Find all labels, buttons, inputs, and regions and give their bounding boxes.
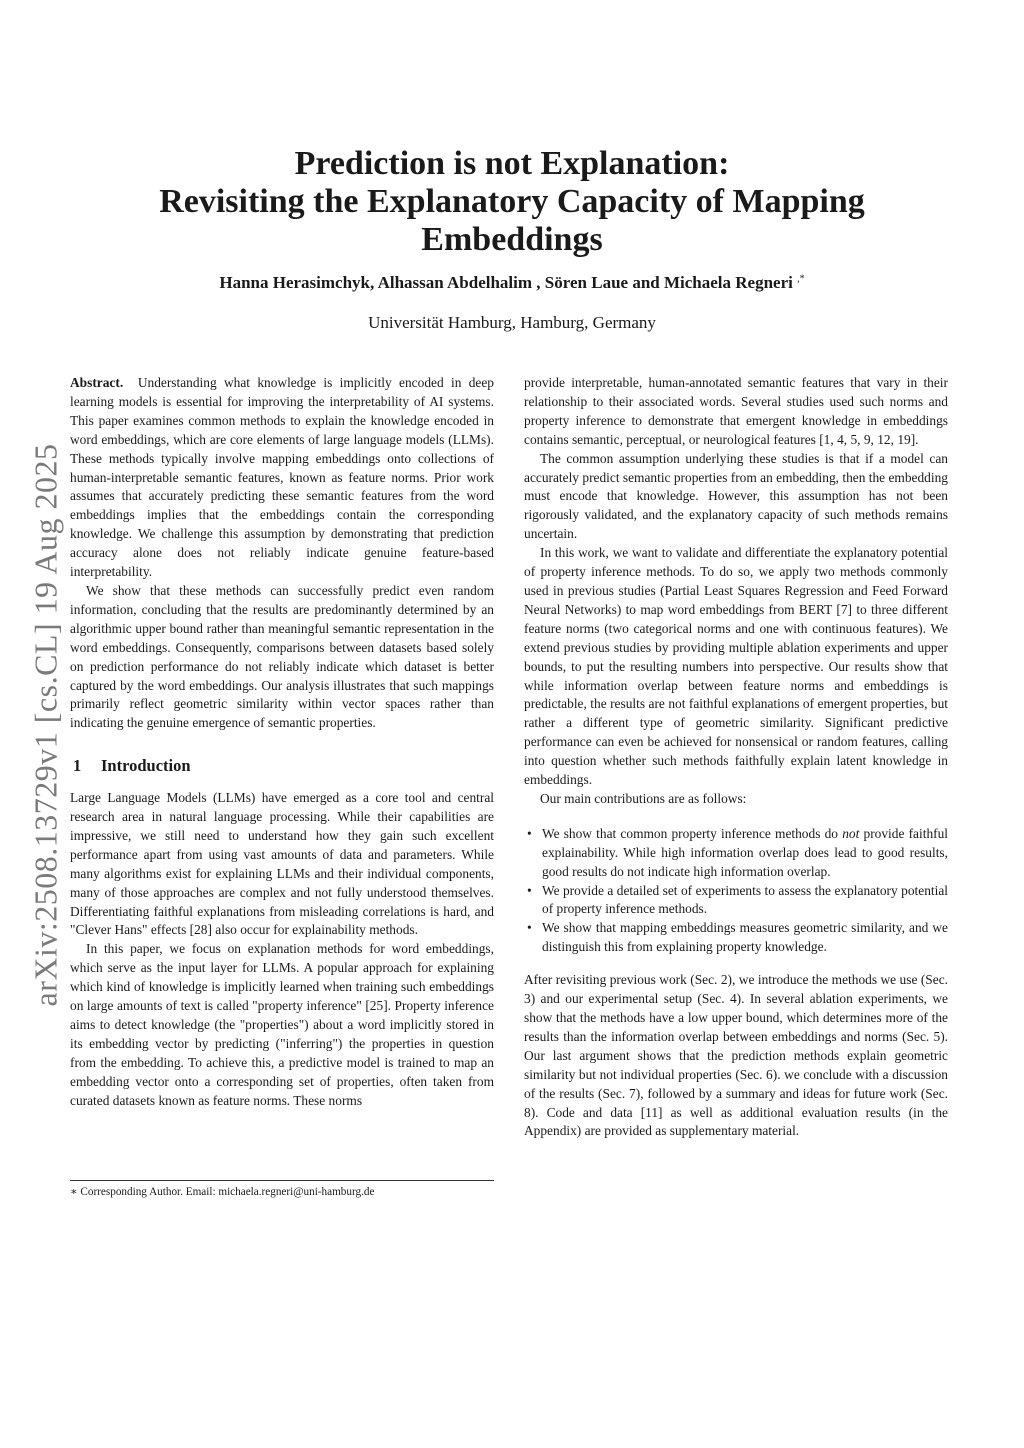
body-paragraph-3: In this work, we want to validate and differentiate the explanatory potential of property inference methods. To do so, we apply two methods commonly used in previous studies (Partial Least Squares Regression and Feed Forward Neural Networks) to map word embeddings from BERT [7] to three different feature norms (two categorical norms and one with continuous features). We extend previous studies by providing multiple ablation experiments and upper bounds, to put the resulting numbers into perspective. Our results show that while information overlap between feature norms and embeddings is predictable, the results are not faithful explanations of emergent properties, but rather a different type of geometric similarity. Significant predictive performance can even be achieved for nonsensical or random features, calling into question whether such methods faithfully explain latent knowledge in embeddings. [524,545,948,788]
body-paragraph-5: After revisiting previous work (Sec. 2), we introduce the methods we use (Sec. 3) and our experimental setup (Sec. 4). In several ablation experiments, we show that the methods have a low upper bound, which determines more of the results than the information overlap between embeddings and norms (Sec. 5). Our last argument shows that the prediction methods explain geometric similarity but not individual properties (Sec. 6). we conclude with a discussion of the results (Sec. 7), followed by a summary and ideas for future work (Sec. 8). Code and data [11] as well as additional evaluation results (in the Appendix) are provided as supplementary material. [524,972,948,1139]
footnote: ∗ Corresponding Author. Email: michaela.regneri@uni-hamburg.de [70,1186,375,1198]
bullet-icon: • [527,825,532,841]
section-number: 1 [73,756,82,776]
section-title: Introduction [101,756,191,776]
abstract-text-1: Understanding what knowledge is implicitly encoded in deep learning models is essential for improving the interpretability of AI systems. This paper examines common methods to explain the knowledge encoded in word embeddings, which are core elements of large language models (LLMs). These methods typically involve mapping embeddings onto collections of human-interpretable semantic features, known as feature norms. Prior work assumes that accurately predicting these semantic features from the word embeddings implies that the embeddings contain the corresponding knowledge. We challenge this assumption by demonstrating that prediction accuracy alone does not reliably indicate genuine feature-based interpretability. [70,375,494,580]
bullet-icon: • [527,882,532,898]
abstract-paragraph-1 [70,374,494,582]
corresponding-author-mark: ,* [797,273,805,285]
contributions-list [524,825,948,957]
list-item: • We show that common property inference methods do not provide faithful explainability. While high information overlap does lead to good results, good results do not indicate high information overlap. [527,825,949,879]
footnote-divider [70,1180,494,1181]
title-line-1: Prediction is not Explanation: [294,145,730,182]
left-column [70,374,494,1111]
section-heading-introduction [73,757,494,776]
body-paragraph-2: The common assumption underlying these studies is that if a model can accurately predict semantic properties from an embedding, then the embedding must encode that knowledge. However, this assumption has not been rigorously validated, and the explanatory capacity of such methods remains uncertain. [524,450,948,542]
abstract-label: Abstract. [70,375,124,390]
title-line-2: Revisiting the Explanatory Capacity of Mapping [159,183,865,220]
body-paragraph-1: provide interpretable, human-annotated semantic features that vary in their relationship to their associated words. Several studies used such norms and property inference to demonstrate that emergent knowledge in embeddings contains semantic, perceptual, or neurological features [1, 4, 5, 9, 12, 19]. [524,375,948,447]
intro-paragraph-1: Large Language Models (LLMs) have emerged as a core tool and central research area in natural language processing. While their capabilities are impressive, we still need to understand how they gain such excellent performance apart from using vast amounts of data and parameters. While many algorithms exist for explaining LLMs and their individual components, many of those approaches are complex and not fully understood themselves. Differentiating faithful explanations from misleading correlations is hard, and "Clever Hans" effects [28] also occur for explainability methods. [70,790,494,938]
arxiv-identifier: arXiv:2508.13729v1 [cs.CL] 19 Aug 2025 [27,443,64,1007]
author-names: Hanna Herasimchyk, Alhassan Abdelhalim , Sören Laue and Michaela Regneri [219,273,793,292]
affiliation: Universität Hamburg, Hamburg, Germany [368,313,656,332]
author-list [0,273,1024,293]
list-item: • We provide a detailed set of experiments to assess the explanatory potential of property inference methods. [527,882,948,917]
title-line-3: Embeddings [421,221,603,258]
intro-paragraph-2: In this paper, we focus on explanation methods for word embeddings, which serve as the input layer for LLMs. A popular approach for explaining which kind of knowledge is implicitly learned when training such embeddings on large amounts of text is called "property inference" [25]. Property inference aims to detect knowledge (the "properties") about a word implicitly stored in its embedding vector by predicting ("inferring") the properties in question from the embedding. To achieve this, a predictive model is trained to map an embedding vector onto a corresponding set of properties, often taken from curated datasets known as feature norms. These norms [70,941,494,1108]
contributions-intro: Our main contributions are as follows: [540,790,747,806]
list-item: • We show that mapping embeddings measures geometric similarity, and we distinguish this from explaining property knowledge. [527,920,948,955]
paper-title [0,145,1024,259]
bullet-icon: • [527,920,532,936]
abstract-paragraph-2: We show that these methods can successfully predict even random information, concluding that the results are predominantly determined by an algorithmic upper bound rather than meaningful semantic representation in the word embeddings. Consequently, comparisons between datasets based solely on prediction performance do not reliably indicate which dataset is better captured by the word embeddings. Our analysis illustrates that such mappings primarily reflect geometric similarity within vector spaces rather than indicating the genuine emergence of semantic properties. [70,582,494,731]
right-column [524,374,948,1141]
